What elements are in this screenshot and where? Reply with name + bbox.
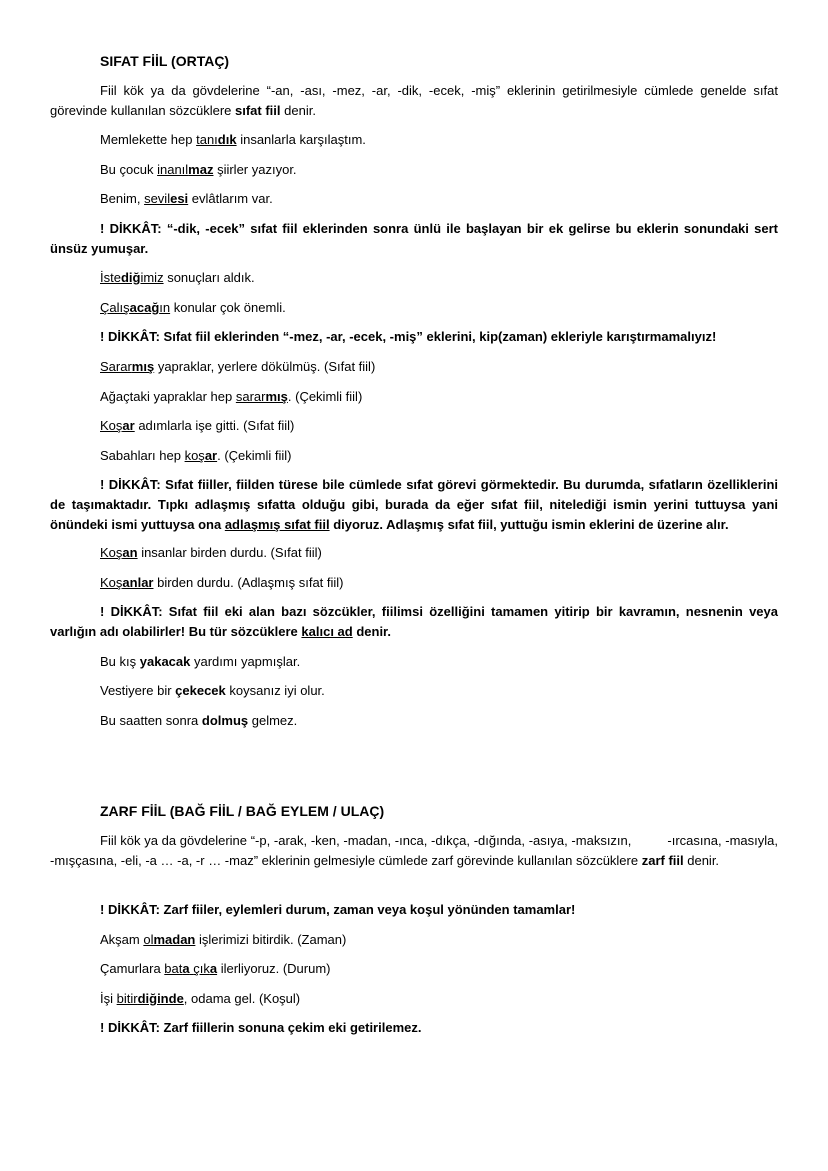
zarf-fiil-definition: Fiil kök ya da gövdelerine “-p, -arak, -ken, -madan, -ınca, -dıkça, -dığında, -asıya, -maksızın, -ırcasına, -masıyla, -mışçasına, -eli, -a … -a, -r … -maz” eklerinin gelmesiyle cümlede zarf görevinde kullanılan sözcüklere zarf fiil denir.: [50, 833, 778, 868]
example-sentence: İstediğimiz sonuçları aldık.: [100, 270, 255, 285]
example-sentence: Koşanlar birden durdu. (Adlaşmış sıfat fiil): [100, 575, 344, 590]
example-sentence: Vestiyere bir çekecek koysanız iyi olur.: [100, 683, 325, 698]
example-sentence: Bu saatten sonra dolmuş gelmez.: [100, 713, 298, 728]
example-sentence: Bu kış yakacak yardımı yapmışlar.: [100, 654, 301, 669]
example-sentence: Memlekette hep tanıdık insanlarla karşılaştım.: [100, 132, 366, 147]
example-sentence: Sabahları hep koşar. (Çekimli fiil): [100, 448, 292, 463]
dikkat-note: ! DİKKÂT: Zarf fiiler, eylemleri durum, zaman veya koşul yönünden tamamlar!: [100, 902, 576, 917]
dikkat-note: ! DİKKÂT: Sıfat fiiller, fiilden türese bile cümlede sıfat görevi görmektedir. Bu durumda, sıfatların özelliklerini de taşımaktadır. Tıpkı adlaşmış sıfatta olduğu gibi, burada da eğer sıfat fiil, nitelediği ismin yerini tuttuysa yani önündeki ismi yuttuysa ona adlaşmış sıfat fiil diyoruz. Adlaşmış sıfat fiil, yuttuğu ismin eklerini de üzerine alır.: [50, 477, 778, 532]
example-sentence: Bu çocuk inanılmaz şiirler yazıyor.: [100, 162, 297, 177]
example-sentence: Benim, sevilesi evlâtlarım var.: [100, 191, 273, 206]
section-title-zarf-fiil: ZARF FİİL (BAĞ FİİL / BAĞ EYLEM / ULAÇ): [100, 803, 385, 819]
example-sentence: İşi bitirdiğinde, odama gel. (Koşul): [100, 991, 301, 1006]
dikkat-note: ! DİKKÂT: “-dik, -ecek” sıfat fiil eklerinden sonra ünlü ile başlayan bir ek gelirse bu eklerin sonundaki sert ünsüz yumuşar.: [50, 221, 778, 256]
sifat-fiil-definition: Fiil kök ya da gövdelerine “-an, -ası, -mez, -ar, -dik, -ecek, -miş” eklerinin getirilmesiyle cümlede genelde sıfat görevinde kullanılan sözcüklere sıfat fiil denir.: [50, 83, 778, 118]
example-sentence: Koşan insanlar birden durdu. (Sıfat fiil): [100, 545, 322, 560]
example-sentence: Koşar adımlarla işe gitti. (Sıfat fiil): [100, 418, 295, 433]
example-sentence: Ağaçtaki yapraklar hep sararmış. (Çekimli fiil): [100, 389, 363, 404]
dikkat-note: ! DİKKÂT: Sıfat fiil eki alan bazı sözcükler, fiilimsi özelliğini tamamen yitirip bir kavramın, nesnenin veya varlığın adı olabilirler! Bu tür sözcüklere kalıcı ad denir.: [50, 604, 778, 639]
dikkat-note: ! DİKKÂT: Zarf fiillerin sonuna çekim eki getirilemez.: [100, 1020, 422, 1035]
example-sentence: Akşam olmadan işlerimizi bitirdik. (Zaman): [100, 932, 347, 947]
section-title-sifat-fiil: SIFAT FİİL (ORTAÇ): [100, 53, 230, 69]
dikkat-note: ! DİKKÂT: Sıfat fiil eklerinden “-mez, -ar, -ecek, -miş” eklerini, kip(zaman) ekleriyle karıştırmamalıyız!: [100, 329, 717, 344]
example-sentence: Çamurlara bata çıka ilerliyoruz. (Durum): [100, 961, 331, 976]
example-sentence: Sararmış yapraklar, yerlere dökülmüş. (Sıfat fiil): [100, 359, 376, 374]
example-sentence: Çalışacağın konular çok önemli.: [100, 300, 286, 315]
